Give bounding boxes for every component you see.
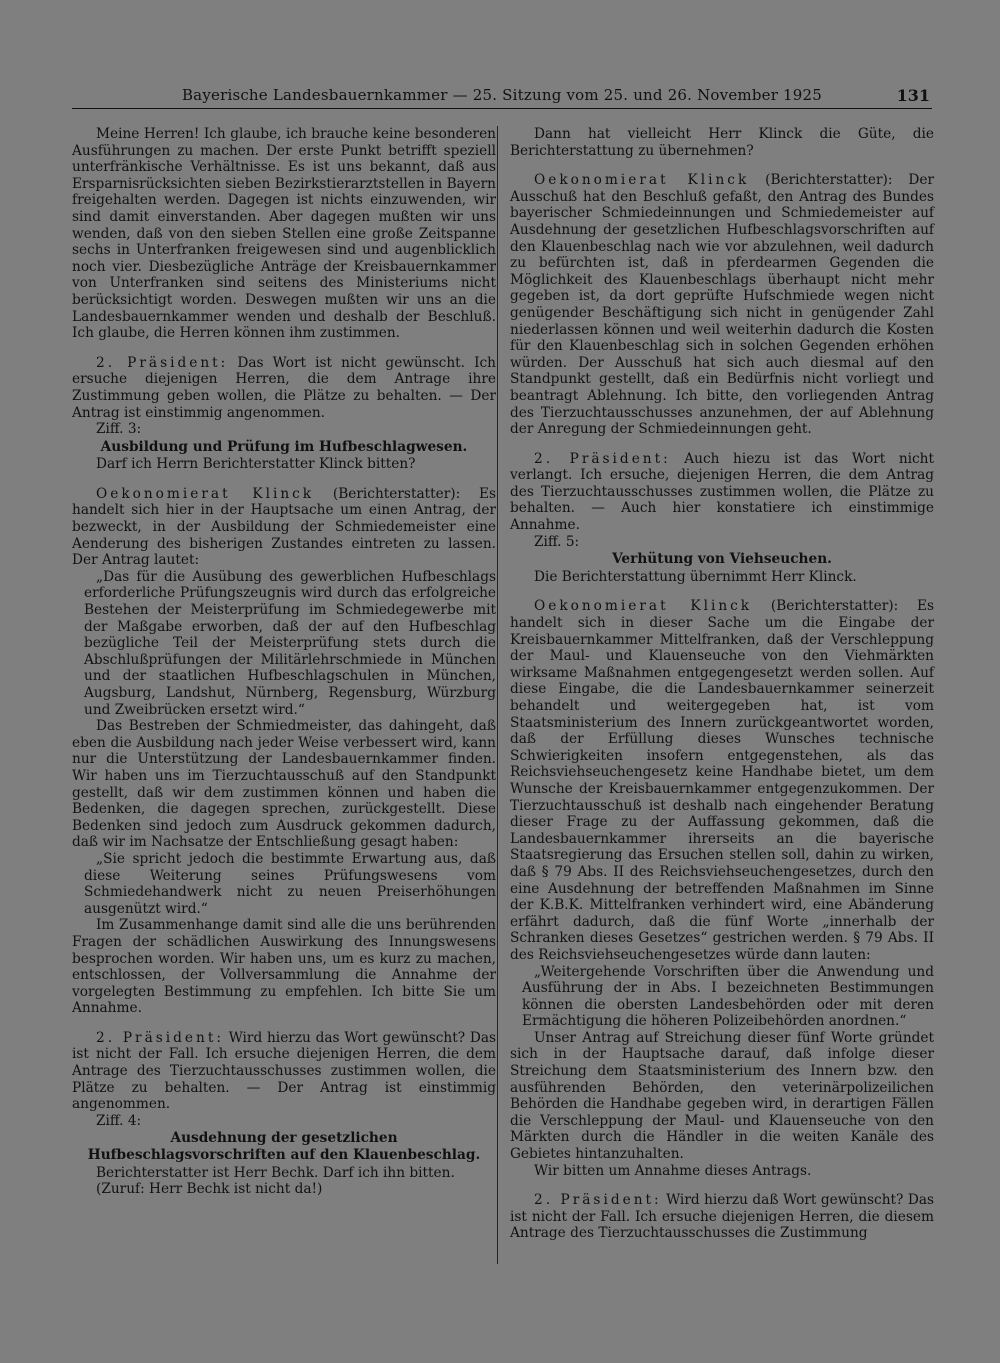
paragraph-text: Wird hierzu das Wort gewünscht? Das ist nicht der Fall. Ich ersuche diejenigen Herren, die dem Antrage des Tierzuchtausschusses zustimmen wollen, die Plätze zu behalten. — Der Antrag ist einstimmig angenommen. (72, 1029, 497, 1113)
quotation: „Sie spricht jedoch die bestimmte Erwartung aus, daß diese Weiterung seines Prüfungswesens vom Schmiedehandwerk nicht zu neuen Preiserhöhungen ausgenützt wird.“ (84, 850, 496, 917)
paragraph: Im Zusammenhange damit sind alle die uns berührenden Fragen der schädlichen Auswirkung des Innungswesens besprochen worden. Wir haben uns, um es kurz zu machen, entschlossen, der Vollversammlung die Annahme der vorgelegten Bestimmung zu empfehlen. Ich bitte Sie um Annahme. (72, 917, 496, 1017)
speaker-name: Oekonomierat Klinck (534, 598, 753, 615)
paragraph: Wir bitten um Annahme dieses Antrags. (534, 1162, 812, 1179)
paragraph (510, 1192, 934, 1242)
paragraph-text: (Berichterstatter): Der Ausschuß hat den Beschluß gefaßt, den Antrag des Bundes bayerischer Schmiedeinnungen und Schmiedemeister auf Ausdehnung der gesetzlichen Hufbeschlagsvorschriften auf den Klauenbeschlag nach wie vor abzulehnen, weil dadurch zu befürchten ist, daß in pferdearmen Gegenden die Möglichkeit des Klauenbeschlags überhaupt nicht mehr gegeben ist, da dort geprüfte Hufschmiede wegen nicht genügender Beschäftigung sich nicht in genügender Zahl niederlassen können und weil weiterhin dadurch die Kosten für den Klauenbeschlag sich in solchen Gegenden erhöhen würden. Der Ausschuß hat sich auch diesmal auf den Standpunkt gestellt, daß ein Bedürfnis nicht vorliegt und beantragt Ablehnung. Ich bitte, den vorliegenden Antrag des Tierzuchtausschusses anzunehmen, der auf Ablehnung der Anregung der Schmiedeinnungen geht. (510, 172, 934, 438)
speaker-name: 2. Präsident: (534, 1192, 662, 1209)
speaker-name: 2. Präsident: (96, 354, 229, 371)
speaker-name: 2. Präsident: (534, 450, 671, 467)
item-label: Ziff. 5: (534, 533, 580, 550)
paragraph-text: (Berichterstatter): Es handelt sich hier in der Hauptsache um einen Antrag, der bezweckt, in der Ausbildung der Schmiedemeister eine Aenderung des bisherigen Zustandes eintreten zu lassen. Der Antrag lautet: (72, 485, 496, 569)
running-title: Bayerische Landesbauernkammer — 25. Sitzung vom 25. und 26. November 1925 (181, 86, 823, 104)
paragraph (510, 172, 934, 438)
paragraph-text: (Berichterstatter): Es handelt sich in dieser Sache um die Eingabe der Kreisbauernkammer Mittelfranken, daß der Verschleppung der Maul- und Klauenseuche von den Viehmärkten wirksame Maßnahmen entgegengesetzt werden sollen. Auf diese Eingabe, die die Landesbauernkammer seinerzeit behandelt und weitergegeben hat, ist vom Staatsministerium des Innern zurückgeantwortet worden, daß der Erfüllung dieses Wunsches technische Schwierigkeiten insofern entgegenstehen, als das Reichsviehseuchengesetz keine Handhabe bietet, um dem Wunsche der Kreisbauernkammer entgegenzukommen. Der Tierzuchtausschuß ist deshalb nach eingehender Beratung dieser Frage zu der Auffassung gekommen, daß die Landesbauernkammer ihrerseits an die bayerische Staatsregierung das Ersuchen stellen soll, dahin zu wirken, daß § 79 Abs. II des Reichsviehseuchengesetzes, durch den eine Ausdehnung der betreffenden Maßnahmen im Sinne der K.B.K. Mittelfranken verhindert wird, eine Abänderung erfährt dadurch, daß die fünf Worte „innerhalb der Schranken dieses Gesetzes“ gestrichen werden. § 79 Abs. II des Reichsviehseuchengesetzes würde dann lauten: (510, 598, 934, 963)
paragraph-text: Auch hiezu ist das Wort nicht verlangt. Ich ersuche, diejenigen Herren, die dem Antrag des Tierzuchtausschusses zustimmen wollen, die Plätze zu behalten. — Auch hier konstatiere ich einstimmige Annahme. (510, 450, 934, 534)
paragraph: Das Bestreben der Schmiedmeister, das dahingeht, daß eben die Ausbildung nach jeder Weise verbessert wird, kann nur die Unterstützung der Landesbauernkammer finden. Wir haben uns im Tierzuchtausschuß auf den Standpunkt gestellt, daß wir dem zustimmen können und haben die Bedenken, die dagegen sprechen, zurückgestellt. Diese Bedenken sind jedoch zum Ausdruck gekommen dadurch, daß wir im Nachsatze der Entschließung gesagt haben: (72, 718, 496, 851)
paragraph: Darf ich Herrn Berichterstatter Klinck bitten? (96, 456, 416, 473)
item-label: Ziff. 3: (96, 421, 142, 438)
paragraph: Dann hat vielleicht Herr Klinck die Güte, die Berichterstattung zu übernehmen? (510, 126, 934, 159)
paragraph: Meine Herren! Ich glaube, ich brauche keine besonderen Ausführungen zu machen. Der erste Punkt betrifft speziell unterfränkische Verhältnisse. Es ist uns bekannt, daß aus Ersparnisrücksichten sieben Bezirkstierarztstellen in Bayern freigehalten werden. Dagegen ist nichts einzuwenden, wir sind damit einverstanden. Aber dagegen mußten wir uns wenden, daß von den sieben Stellen eine große Zeitspanne sechs in Unterfranken freigewesen sind und augenblicklich noch vier. Diesbezügliche Anträge der Kreisbauernkammer von Unterfranken sind seitens des Ministeriums nicht berücksichtigt worden. Deswegen mußten wir uns an die Landesbauernkammer wenden und deshalb der Beschluß. Ich glaube, die Herren können ihm zustimmen. (72, 126, 496, 342)
paragraph (72, 355, 496, 421)
paragraph (72, 1030, 496, 1113)
paragraph (72, 486, 496, 569)
column-divider (497, 126, 498, 1264)
section-heading: Ausbildung und Prüfung im Hufbeschlagwesen. (100, 438, 468, 455)
paragraph: Unser Antrag auf Streichung dieser fünf Worte gründet sich in der Hauptsache darauf, daß infolge dieser Streichung dem Staatsministerium des Innern bzw. den ausführenden Behörden, den veterinärpolizeilichen Behörden die Handhabe gegeben wird, in derartigen Fällen die Verschleppung der Maul- und Klauenseuche von den Märkten durch die Händler in die weiten Kanäle des Gebietes hintanzuhalten. (510, 1029, 934, 1163)
quotation: „Das für die Ausübung des gewerblichen Hufbeschlags erforderliche Prüfungszeugnis wird durch das erfolgreiche Bestehen der Meisterprüfung im Schmiedegewerbe mit der Maßgabe erworben, daß der auf den Hufbeschlag bezügliche Teil der Meisterprüfung stets durch die Abschlußprüfungen der Militärlehrschmiede in München und der staatlichen Hufbeschlagschulen in München, Augsburg, Landshut, Nürnberg, Regensburg, Würzburg und Zweibrücken ersetzt wird.“ (84, 568, 496, 718)
speaker-name: Oekonomierat Klinck (534, 172, 750, 189)
section-heading: Verhütung von Viehseuchen. (612, 551, 832, 568)
paragraph: Die Berichterstattung übernimmt Herr Klinck. (534, 568, 857, 585)
page-number: 131 (896, 86, 930, 105)
paragraph (510, 598, 934, 963)
quotation: „Weitergehende Vorschriften über die Anwendung und Ausführung der in Abs. I bezeichneten Bestimmungen können die obersten Landesbehörden oder mit deren Ermächtigung die höheren Polizeibehörden anordnen.“ (522, 963, 934, 1030)
paragraph: Berichterstatter ist Herr Bechk. Darf ich ihn bitten. (96, 1164, 455, 1181)
paragraph-text: Wird hierzu daß Wort gewünscht? Das ist nicht der Fall. Ich ersuche diejenigen Herren, die diesem Antrage des Tierzuchtausschusses die Zustimmung (510, 1192, 935, 1242)
right-column (510, 126, 934, 1242)
speaker-name: 2. Präsident: (96, 1029, 224, 1046)
speaker-name: Oekonomierat Klinck (96, 485, 315, 502)
paragraph (510, 451, 934, 534)
running-header (72, 86, 932, 109)
left-column (72, 126, 496, 1198)
paragraph-text: Das Wort ist nicht gewünscht. Ich ersuche diejenigen Herren, die dem Antrage ihre Zustimmung geben wollen, die Plätze zu behalten. — Der Antrag ist einstimmig angenommen. (72, 354, 496, 421)
item-label: Ziff. 4: (96, 1112, 142, 1129)
section-heading: Ausdehnung der gesetzlichen Hufbeschlagsvorschriften auf den Klauenbeschlag. (87, 1130, 481, 1164)
paragraph: (Zuruf: Herr Bechk ist nicht da!) (96, 1181, 323, 1198)
